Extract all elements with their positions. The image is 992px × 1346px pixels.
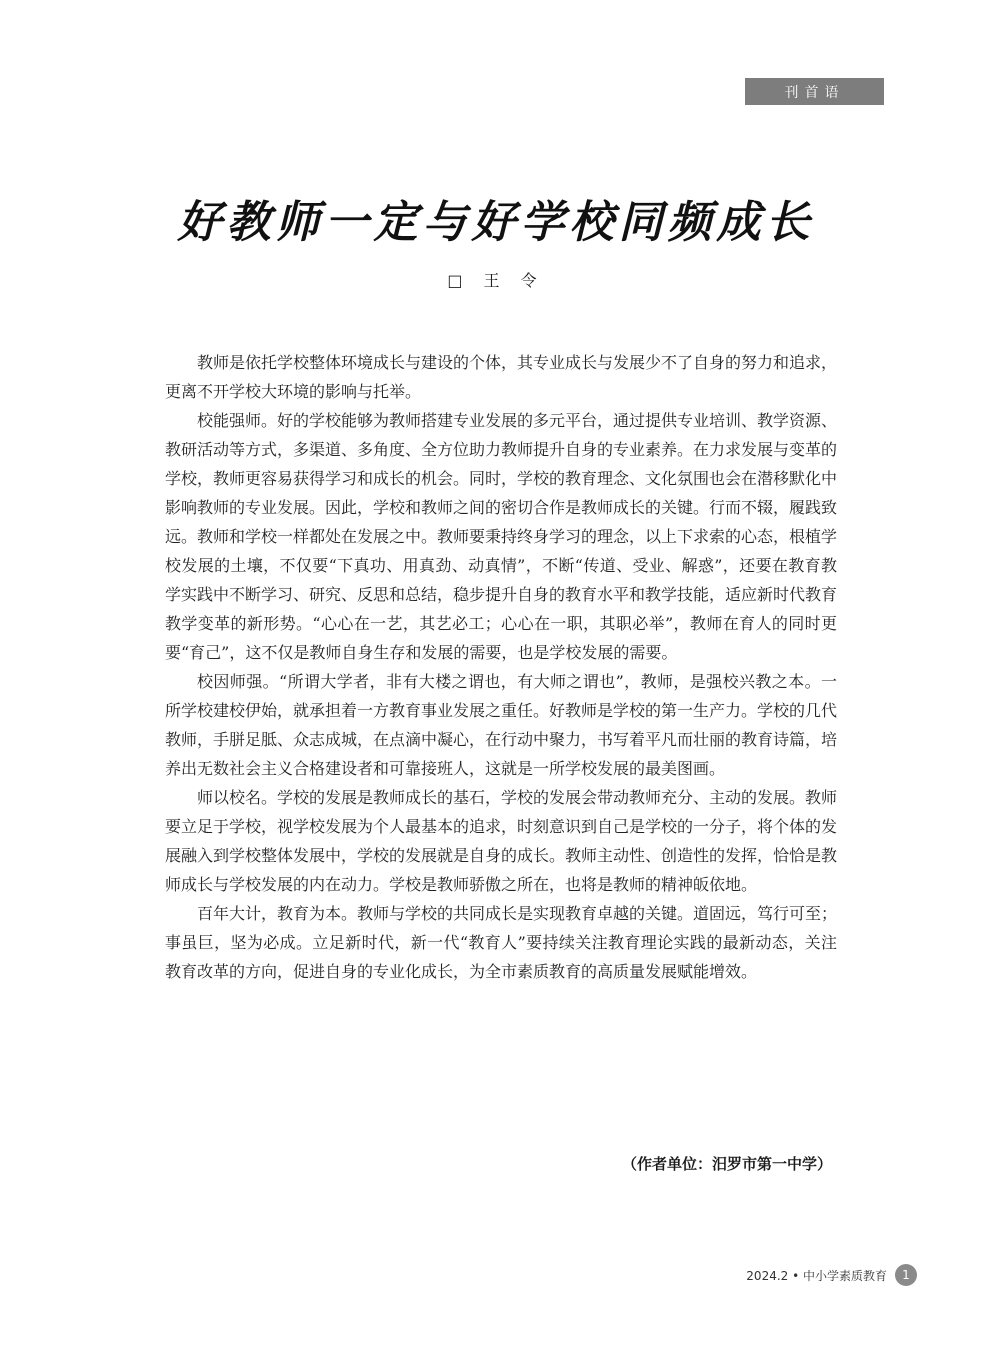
paragraph-teachers-named-by-school: 师以校名。学校的发展是教师成长的基石，学校的发展会带动教师充分、主动的发展。教师要立足于学校，视学校发展为个人最基本的追求，时刻意识到自己是学校的一分子，将个体的发展融入到学校整体发展中，学校的发展就是自身的成长。教师主动性、创造性的发挥，恰恰是教师成长与学校发展的内在动力。学校是教师骄傲之所在，也将是教师的精神皈依地。: [165, 788, 838, 894]
paragraph-intro: 教师是依托学校整体环境成长与建设的个体，其专业成长与发展少不了自身的努力和追求，更离不开学校大环境的影响与托举。: [165, 353, 838, 401]
page-footer: [700, 1264, 917, 1286]
paragraph-teachers-strengthen-school: 校因师强。“所谓大学者，非有大楼之谓也，有大师之谓也”，教师，是强校兴教之本。一所学校建校伊始，就承担着一方教育事业发展之重任。好教师是学校的第一生产力。学校的几代教师，手胼足胝、众志成城，在点滴中凝心，在行动中聚力，书写着平凡而壮丽的教育诗篇，培养出无数社会主义合格建设者和可靠接班人，这就是一所学校发展的最美图画。: [165, 672, 838, 778]
article-title: 好教师一定与好学校同频成长: [177, 197, 815, 248]
column-tag: 刊首语: [745, 78, 884, 105]
author-byline: □ 王 令: [447, 271, 545, 290]
article-body: [165, 348, 837, 986]
paragraph-school-strengthens-teachers: 校能强师。好的学校能够为教师搭建专业发展的多元平台，通过提供专业培训、教学资源、教研活动等方式，多渠道、多角度、全方位助力教师提升自身的专业素养。在力求发展与变革的学校，教师更容易获得学习和成长的机会。同时，学校的教育理念、文化氛围也会在潜移默化中影响教师的专业发展。因此，学校和教师之间的密切合作是教师成长的关键。行而不辍，履践致远。教师和学校一样都处在发展之中。教师要秉持终身学习的理念，以上下求索的心态，根植学校发展的土壤，不仅要“下真功、用真劲、动真情”，不断“传道、受业、解惑”，还要在教育教学实践中不断学习、研究、反思和总结，稳步提升自身的教育水平和教学技能，适应新时代教育教学变革的新形势。“心心在一艺，其艺必工；心心在一职，其职必举”，教师在育人的同时更要“育己”，这不仅是教师自身生存和发展的需要，也是学校发展的需要。: [165, 411, 838, 662]
paragraph-conclusion: 百年大计，教育为本。教师与学校的共同成长是实现教育卓越的关键。道固远，笃行可至；事虽巨，坚为必成。立足新时代，新一代“教育人”要持续关注教育理论实践的最新动态，关注教育改革的方向，促进自身的专业化成长，为全市素质教育的高质量发展赋能增效。: [165, 904, 838, 981]
issue-label: 2024.2 • 中小学素质教育: [746, 1268, 887, 1283]
page-number: 1: [895, 1264, 917, 1286]
author-affiliation: （作者单位：汨罗市第一中学）: [621, 1155, 832, 1173]
